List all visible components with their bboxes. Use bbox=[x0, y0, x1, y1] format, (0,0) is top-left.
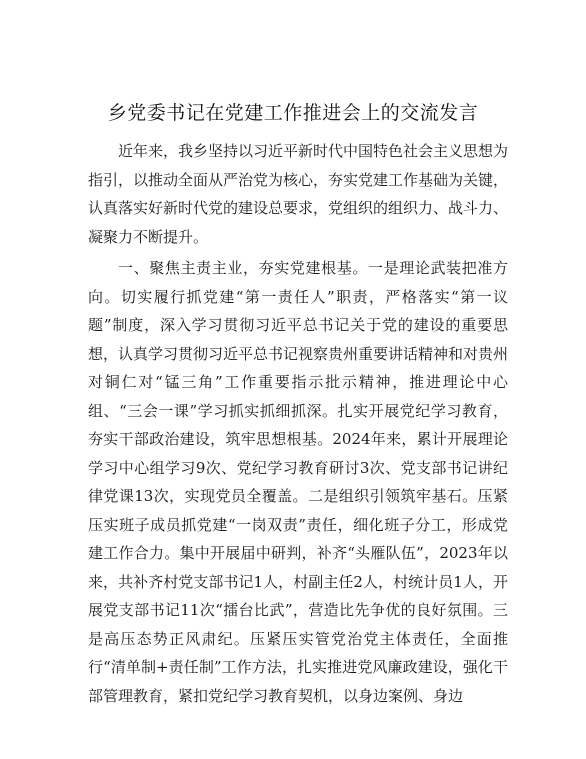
body-paragraph-intro: 近年来，我乡坚持以习近平新时代中国特色社会主义思想为指引，以推动全面从严治党为核心，夯实党建工作基础为关键，认真落实好新时代党的建设总要求，党组织的组织力、战斗力、凝聚力不断提升。 bbox=[88, 142, 509, 246]
body-paragraph-section-one: 一、聚焦主责主业，夯实党建根基。一是理论武装把准方向。切实履行抓党建“第一责任人”职责，严格落实“第一议题”制度，深入学习贯彻习近平总书记关于党的建设的重要思想，认真学习贯彻习近平总书记视察贵州重要讲话精神和对贵州对铜仁对“锰三角”工作重要指示批示精神，推进理论中心组、“三会一课”学习抓实抓细抓深。扎实开展党纪学习教育，夯实干部政治建设，筑牢思想根基。2024年来，累计开展理论学习中心组学习9次、党纪学习教育研讨3次、党支部书记讲纪律党课13次，实现党员全覆盖。二是组织引领筑牢基石。压紧压实班子成员抓党建“一岗双责”责任，细化班子分工，形成党建工作合力。集中开展届中研判，补齐“头雁队伍”，2023年以来，共补齐村党支部书记1人，村副主任2人，村统计员1人，开展党支部书记11次“擂台比武”，营造比先争优的良好氛围。三是高压态势正风肃纪。压紧压实管党治党主体责任，全面推行“清单制+责任制”工作方法，扎实推进党风廉政建设，强化干部管理教育，紧扣党纪学习教育契机，以身边案例、身边 bbox=[88, 259, 509, 705]
document-title: 乡党委书记在党建工作推进会上的交流发言 bbox=[107, 102, 479, 124]
